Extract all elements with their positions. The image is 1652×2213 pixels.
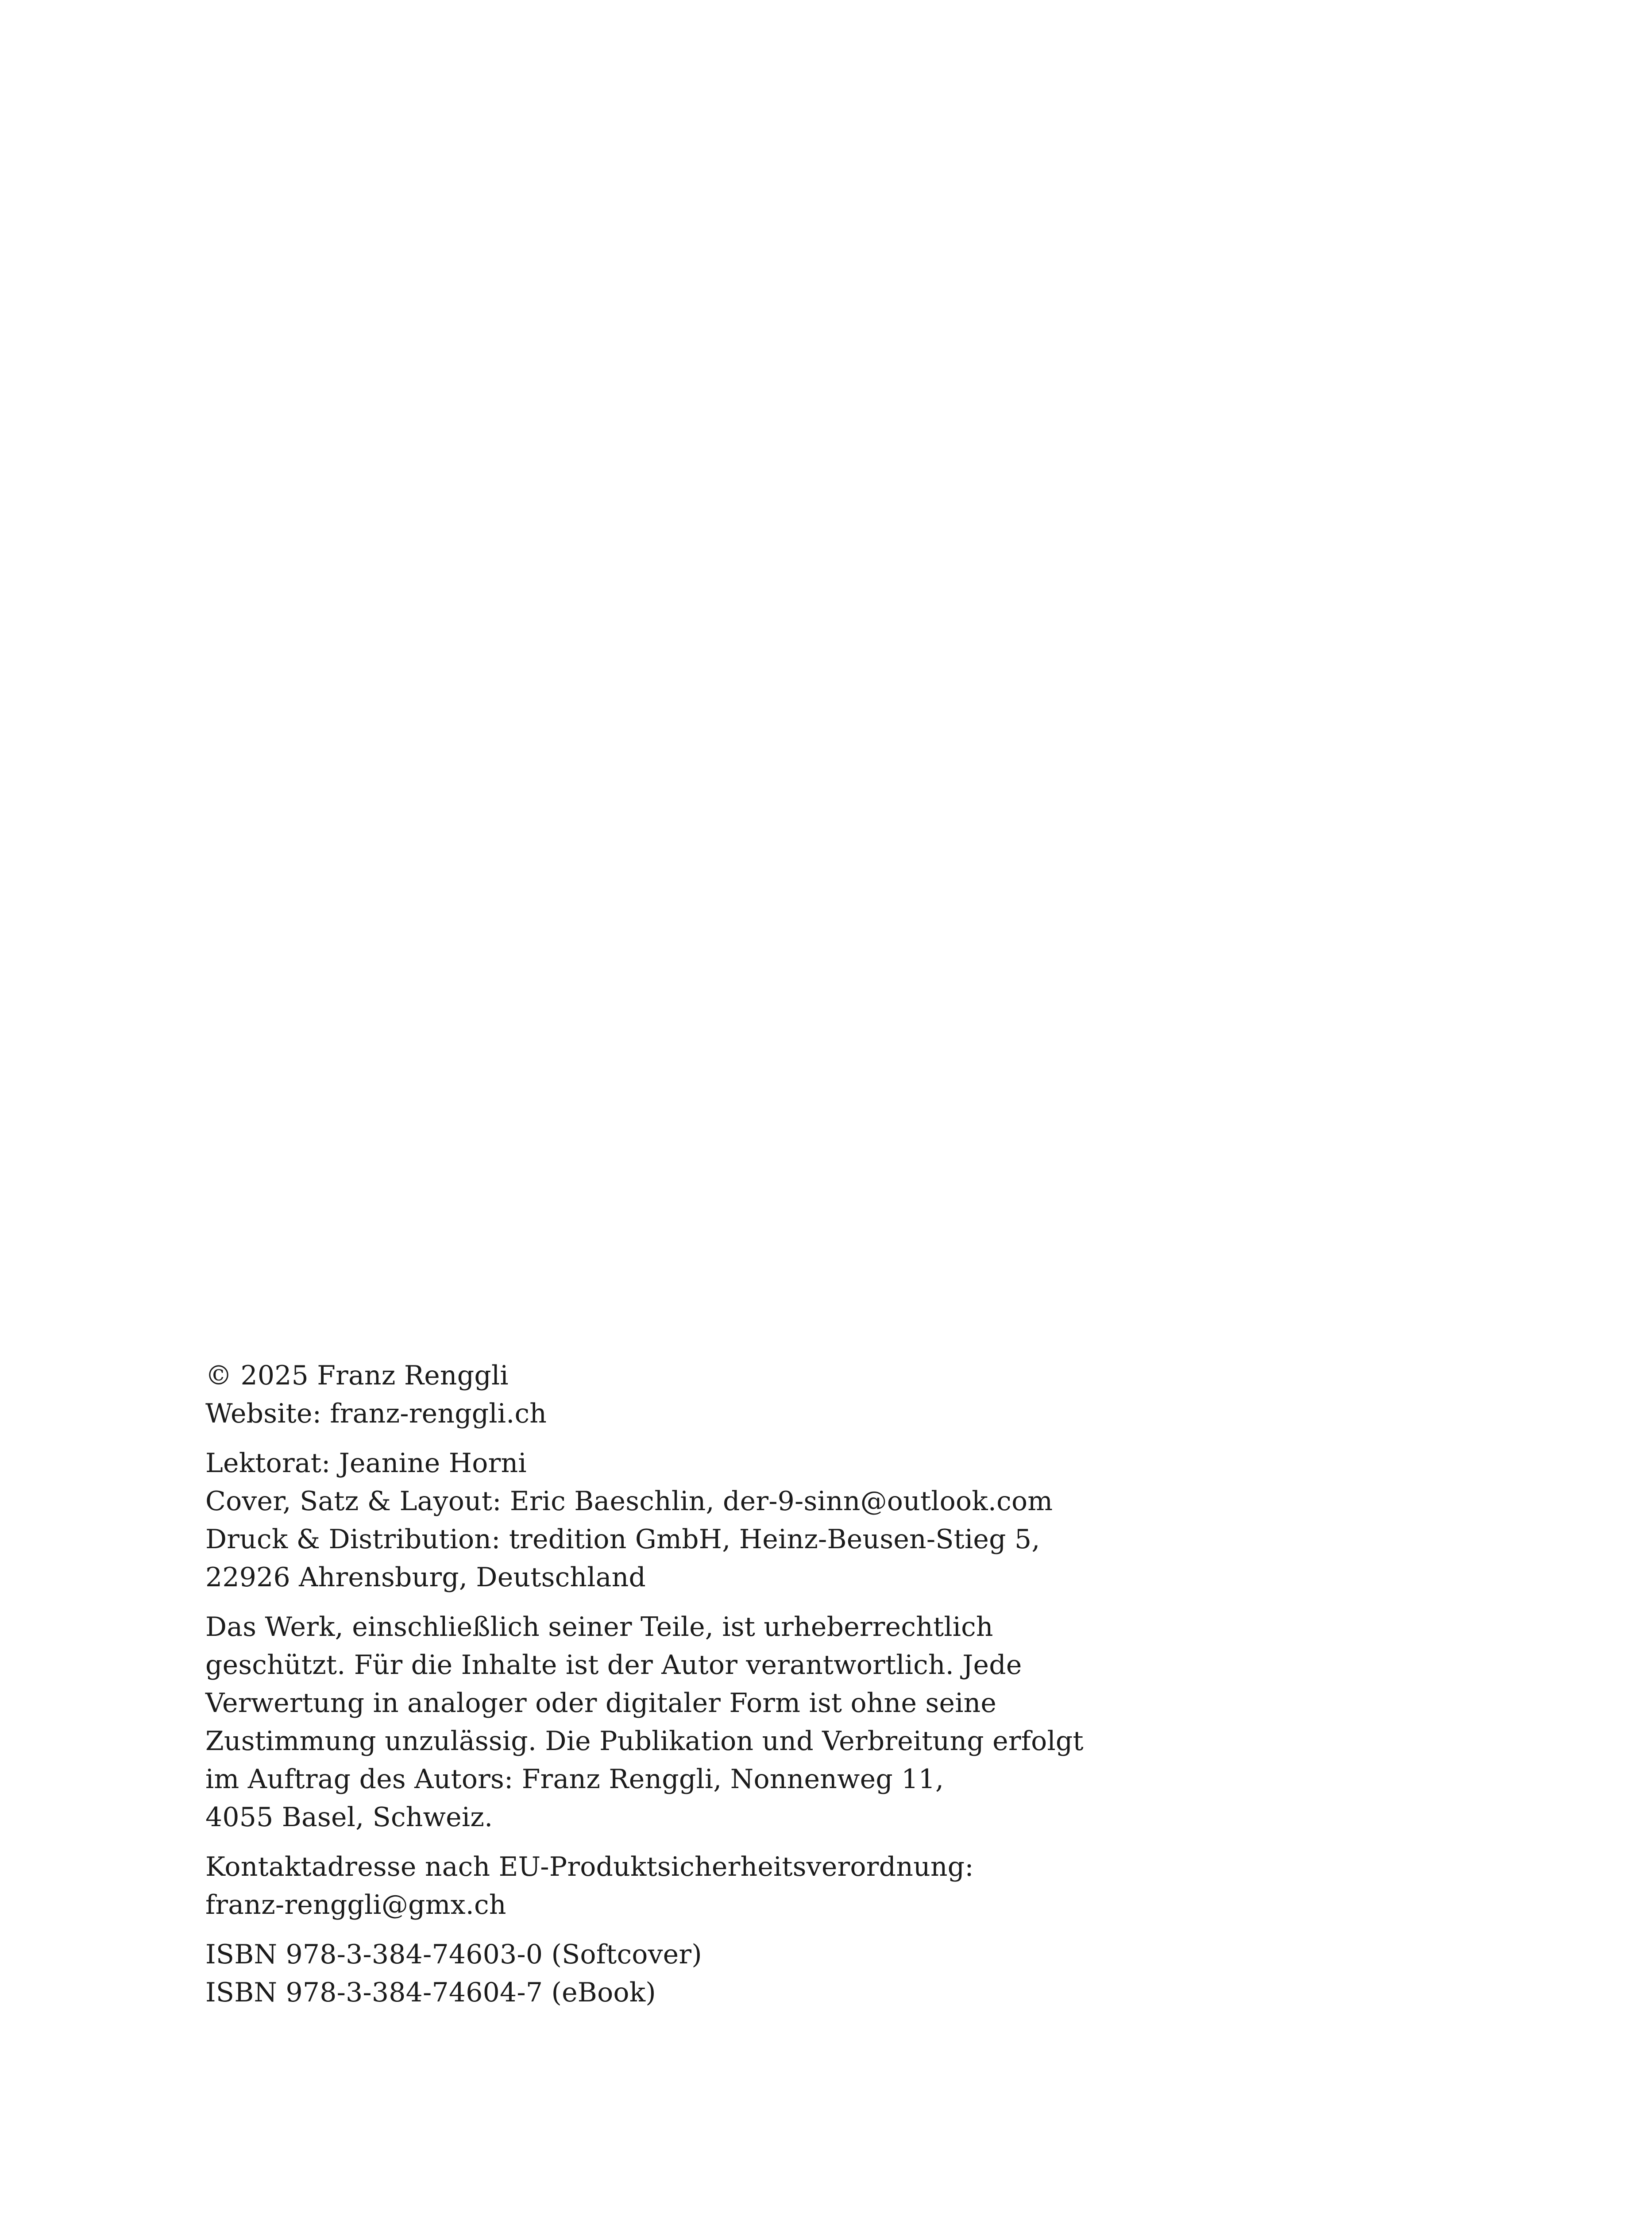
- rights-line: im Auftrag des Autors: Franz Renggli, Nonnenweg 11,: [205, 1764, 944, 1795]
- website-line: Website: franz-renggli.ch: [205, 1398, 547, 1429]
- print-line: Druck & Distribution: tredition GmbH, Heinz-Beusen-Stieg 5,: [205, 1524, 1040, 1555]
- credits-block: [205, 1444, 1268, 1596]
- print-address-line: 22926 Ahrensburg, Deutschland: [205, 1562, 646, 1593]
- rights-block: [205, 1608, 1268, 1836]
- copyright-block: [205, 1357, 1268, 1433]
- contact-email-line: franz-renggli@gmx.ch: [205, 1889, 506, 1920]
- rights-line: Zustimmung unzulässig. Die Publikation und Verbreitung erfolgt: [205, 1726, 1084, 1757]
- contact-block: [205, 1848, 1268, 1924]
- rights-line: geschützt. Für die Inhalte ist der Autor verantwortlich. Jede: [205, 1650, 1022, 1681]
- isbn-softcover-line: ISBN 978-3-384-74603-0 (Softcover): [205, 1939, 702, 1970]
- copyright-line: © 2025 Franz Renggli: [205, 1360, 509, 1391]
- layout-line: Cover, Satz & Layout: Eric Baeschlin, der-9-sinn@outlook.com: [205, 1486, 1053, 1517]
- imprint: [205, 1357, 1268, 2023]
- isbn-ebook-line: ISBN 978-3-384-74604-7 (eBook): [205, 1977, 656, 2008]
- rights-line: 4055 Basel, Schweiz.: [205, 1802, 493, 1833]
- isbn-block: [205, 1935, 1268, 2012]
- rights-line: Das Werk, einschließlich seiner Teile, ist urheberrechtlich: [205, 1612, 993, 1642]
- editor-line: Lektorat: Jeanine Horni: [205, 1448, 527, 1479]
- contact-label-line: Kontaktadresse nach EU-Produktsicherheitsverordnung:: [205, 1851, 974, 1882]
- rights-line: Verwertung in analoger oder digitaler Form ist ohne seine: [205, 1688, 997, 1719]
